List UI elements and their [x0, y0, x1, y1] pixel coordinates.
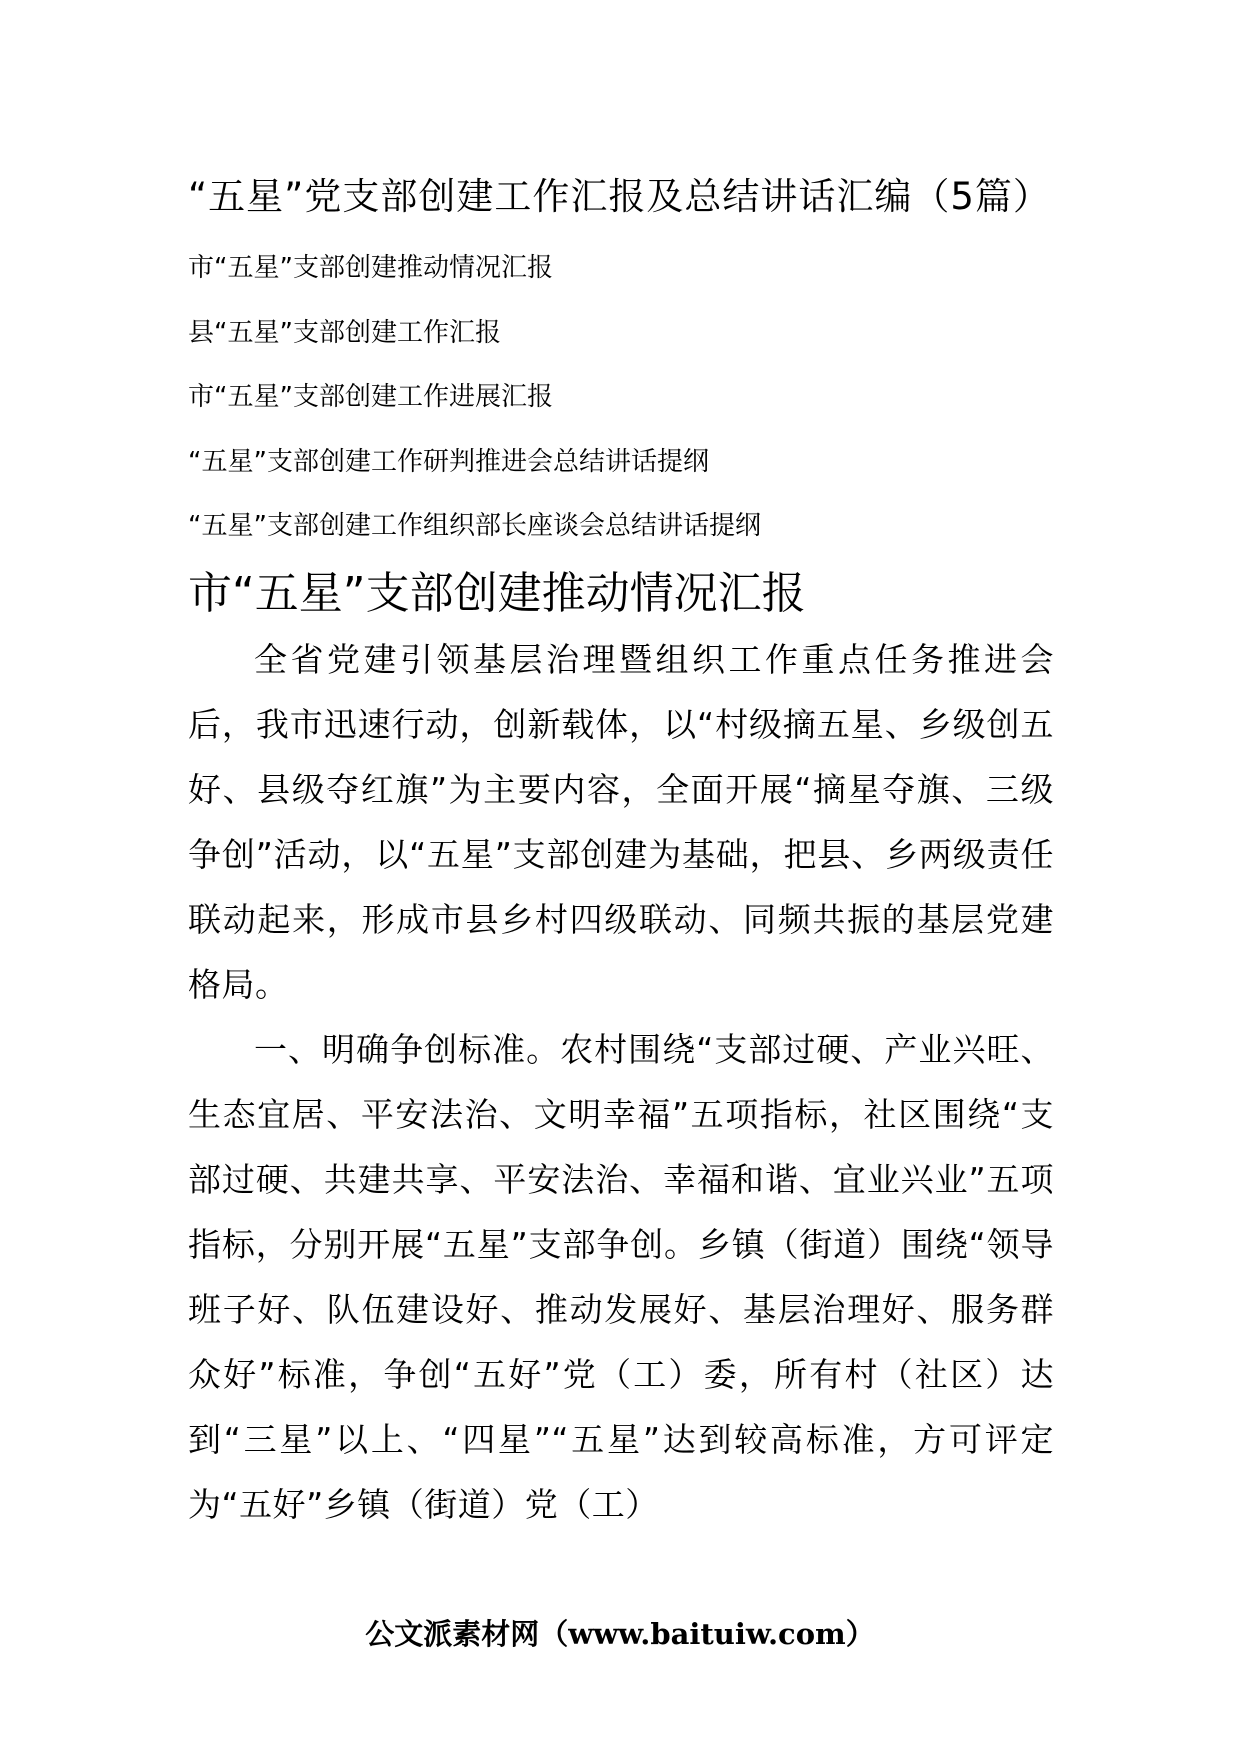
toc-item: 市“五星”支部创建工作进展汇报: [188, 382, 553, 412]
document-body: [188, 170, 1054, 1537]
toc-item: 县“五星”支部创建工作汇报: [188, 317, 501, 348]
toc-item: 市“五星”支部创建推动情况汇报: [188, 253, 553, 283]
table-of-contents: [188, 236, 1054, 559]
body-paragraph: 全省党建引领基层治理暨组织工作重点任务推进会后，我市迅速行动，创新载体，以“村级摘五星、乡级创五好、县级夺红旗”为主要内容，全面开展“摘星夺旗、三级争创”活动，以“五星”支部创建为基础，把县、乡两级责任联动起来，形成市县乡村四级联动、同频共振的基层党建格局。: [188, 639, 1054, 1004]
body-paragraph: 一、明确争创标准。农村围绕“支部过硬、产业兴旺、生态宜居、平安法治、文明幸福”五项指标，社区围绕“支部过硬、共建共享、平安法治、幸福和谐、宜业兴业”五项指标，分别开展“五星”支部争创。乡镇（街道）围绕“领导班子好、队伍建设好、推动发展好、基层治理好、服务群众好”标准，争创“五好”党（工）委，所有村（社区）达到“三星”以上、“四星”“五星”达到较高标准，方可评定为“五好”乡镇（街道）党（工）: [188, 1029, 1054, 1524]
toc-item: “五星”支部创建工作研判推进会总结讲话提纲: [188, 446, 709, 477]
section-title: 市“五星”支部创建推动情况汇报: [188, 567, 806, 619]
page-footer: 公文派素材网（www.baituiw.com）: [365, 1617, 875, 1651]
document-title: “五星”党支部创建工作汇报及总结讲话汇编（5篇）: [188, 175, 1051, 218]
toc-item: “五星”支部创建工作组织部长座谈会总结讲话提纲: [188, 511, 761, 541]
